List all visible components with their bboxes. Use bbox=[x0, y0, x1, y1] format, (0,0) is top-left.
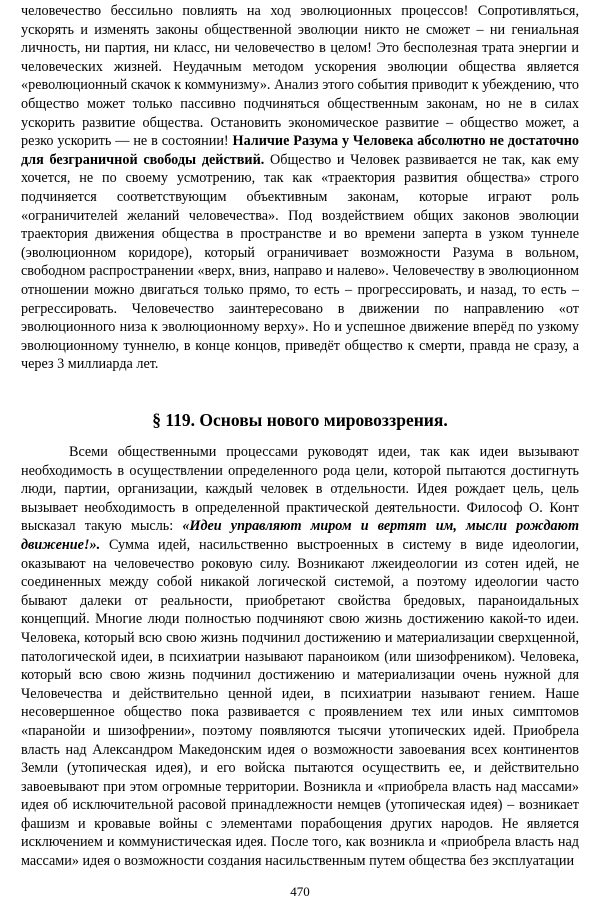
paragraph-1-text-end: Общество и Человек развивается не так, как ему хочется, не по своему усмотрению, так как «траектория развития общества» строго подчиняется соответствующим объективным законам, которые играют роль «ограничителей желаний человечества». Под воздействием общих законов эволюции траектория движения общества в пространстве и во времени заперта в узком туннеле (эволюционном коридоре), который ограничивает возможности Разума в вольном, свободном распространении «верх, вниз, направо и налево». Человечеству в эволюционном отношении можно двигаться только прямо, то есть – прогрессировать, и назад, то есть – регрессировать. Человечество заинтересовано в движении по направлению «от эволюционного низа к эволюционному верху». Но и успешное движение вперёд по узкому эволюционному туннелю, в конце концов, приведёт общество к смерти, правда не сразу, а через 3 миллиарда лет. bbox=[21, 151, 579, 373]
paragraph-2-quote: «Идеи управляют миром и вертят им, мысли рождают движение!». bbox=[21, 518, 580, 553]
paragraph-2-text-end: Сумма идей, насильственно выстроенных в систему в виде идеологии, оказывают на человечество роковую силу. Возникают лжеидеологии из сотен идей, не соединенных между собой никакой логической системой, а поэтому идеологии часто бывают далеки от реальности, приобретают свойства бредовых, параноидальных концепций. Многие люди полностью подчиняют свою жизнь достижению какой-то идеи. Человека, который всю свою жизнь подчинил достижению и материализации сверхценной, патологической идеи, в психиатрии называют параноиком (или шизофреником). Человека, который всю свою жизнь подчинил достижению и материализации очень нужной для Человечества и действительно ценной идеи, в психиатрии называют гением. Наше несовершенное общество пока развивается с проявлением тех или иных симптомов «паранойи и шизофрении», поэтому появляются тысячи утопических идей. Приобрела власть над Александром Македонским идея о возможности завоевания всех континентов Земли (утопическая идея), и его войска пытаются осуществить ее, и действительно завоевывают при этом огромные территории. Возникла и «приобрела власть над массами» идея об исключительной расовой принадлежности немцев (утопическая идея) – возникает фашизм и кровавые войны с элементами порабощения других народов. Не является исключением и коммунистическая идея. После того, как возникла и «приобрела власть над массами» идея о возможности создания насильственным путем общества без эксплуатации bbox=[21, 536, 580, 870]
paragraph-2 bbox=[21, 443, 579, 871]
page-number: 470 bbox=[290, 884, 310, 899]
paragraph-1-text-start: человечество бессильно повлиять на ход эволюционных процессов! Сопротивляться, ускорять и изменять законы общественной эволюции никто не сможет – ни гениальная личность, ни партия, ни класс, ни человечество в целом! Это бесполезная трата энергии и человеческих жизней. Неудачным методом ускорения эволюции общества является «революционный скачок к коммунизму». Анализ этого события приводит к убеждению, что общество может только пассивно подчиняться общественным законам, но не в силах ускорить развитие общества. Остановить экономическое развитие – общество может, а резко ускорить ― не в состоянии! bbox=[21, 3, 579, 150]
paragraph-2-text-start: Всеми общественными процессами руководят идеи, так как идеи вызывают необходимость в осуществлении определенного рода цели, которой пытаются достигнуть люди, партии, организации, каждый человек в отдельности. Идея рождает цель, цель вызывает необходимость в определенной практической деятельности. Философ О. Конт высказал такую мысль: bbox=[21, 444, 579, 535]
section-heading: § 119. Основы нового мировоззрения. bbox=[152, 410, 448, 430]
paragraph-1-bold-statement: Наличие Разума у Человека абсолютно не достаточно для безграничной свободы действий. bbox=[21, 133, 579, 168]
paragraph-1 bbox=[21, 2, 579, 374]
